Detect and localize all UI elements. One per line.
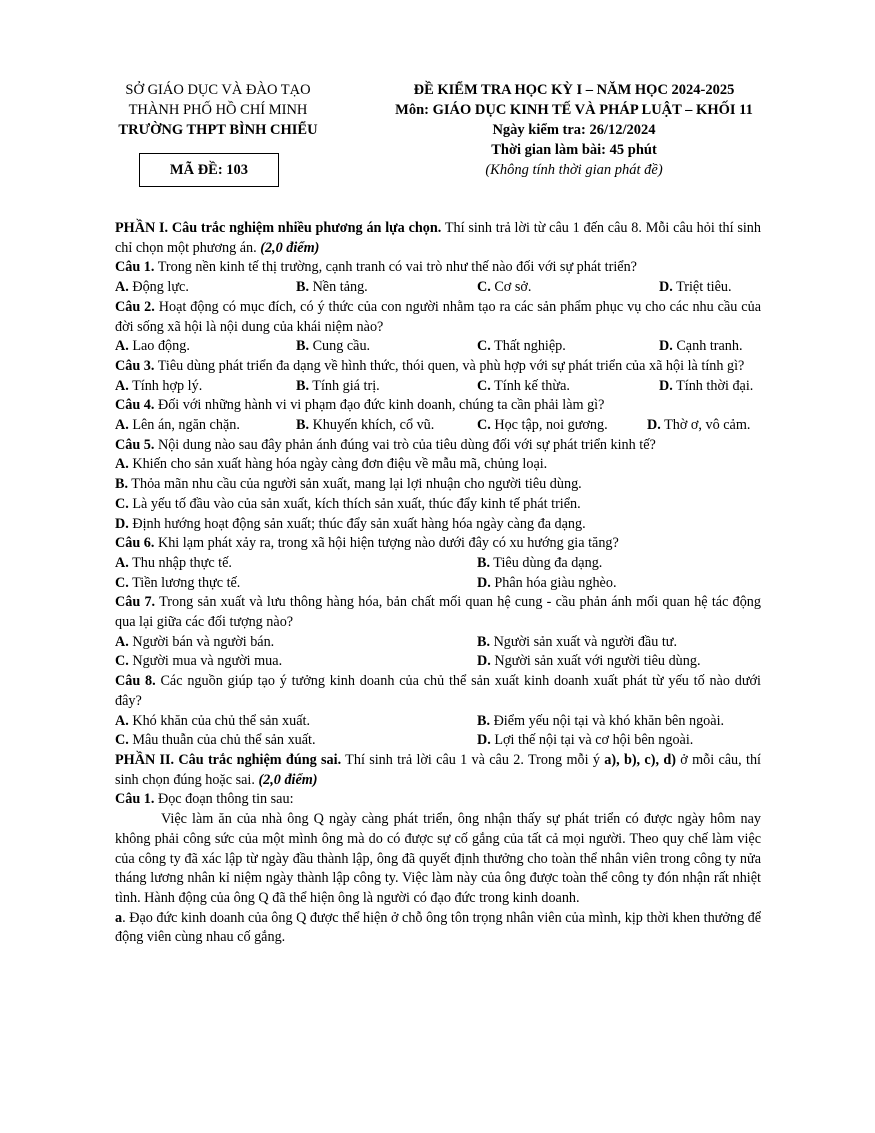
- part2-heading: PHẦN II. Câu trắc nghiệm đúng sai. Thí sinh trả lời câu 1 và câu 2. Trong mỗi ý a), b), c), d) ở mỗi câu, thí sinh chọn đúng hoặc sai. (2,0 điểm): [115, 751, 761, 788]
- question-8: Câu 8. Các nguồn giúp tạo ý tưởng kinh doanh của chủ thể sản xuất kinh doanh xuất phát từ yếu tố nào dưới đây?: [115, 673, 761, 709]
- option-d: D. Người sản xuất với người tiêu dùng.: [477, 653, 701, 670]
- option-a: A. Khiến cho sản xuất hàng hóa ngày càng đơn điệu về mẫu mã, chủng loại.: [115, 456, 548, 473]
- option-d: D. Lợi thế nội tại và cơ hội bên ngoài.: [477, 732, 694, 749]
- exam-title: ĐỀ KIỂM TRA HỌC KỲ I – NĂM HỌC 2024-2025: [413, 82, 735, 98]
- option-b: B. Tính giá trị.: [296, 377, 380, 394]
- header-left: [100, 80, 336, 140]
- option-a: A. Thu nhập thực tế.: [115, 554, 232, 571]
- exam-duration: Thời gian làm bài: 45 phút: [491, 142, 657, 158]
- exam-date: Ngày kiểm tra: 26/12/2024: [492, 122, 656, 138]
- option-a: A. Lên án, ngăn chặn.: [115, 417, 240, 434]
- option-d: D. Phân hóa giàu nghèo.: [477, 574, 617, 591]
- question-3-options: [115, 377, 761, 397]
- option-a: A. Khó khăn của chủ thể sản xuất.: [115, 712, 311, 729]
- question-1: Câu 1. Trong nền kinh tế thị trường, cạnh tranh có vai trò như thế nào đối với sự phát triển?: [115, 259, 637, 276]
- option-c: C. Học tập, noi gương.: [477, 417, 608, 434]
- question-7: Câu 7. Trong sản xuất và lưu thông hàng hóa, bản chất mối quan hệ cung - cầu phản ánh mối quan hệ tác động qua lại giữa các đối tượng nào?: [115, 594, 761, 631]
- option-d: D. Triệt tiêu.: [659, 279, 732, 296]
- question-8-options-ab: [115, 712, 761, 732]
- question-8-options-cd: [115, 731, 761, 751]
- question-2-options: [115, 337, 761, 357]
- option-c: C. Là yếu tố đầu vào của sản xuất, kích thích sản xuất, thúc đẩy kinh tế phát triển.: [115, 495, 581, 512]
- option-c: C. Tiền lương thực tế.: [115, 574, 241, 591]
- exam-body: [115, 219, 761, 948]
- part1-heading: PHẦN I. Câu trắc nghiệm nhiều phương án lựa chọn. Thí sinh trả lời từ câu 1 đến câu 8. Mỗi câu hỏi thí sinh chỉ chọn một phương án. (2,0 điểm): [115, 220, 761, 256]
- option-b: B. Thỏa mãn nhu cầu của người sản xuất, mang lại lợi nhuận cho người tiêu dùng.: [115, 476, 582, 493]
- statement-a: a. Đạo đức kinh doanh của ông Q được thể hiện ở chỗ ông tôn trọng nhân viên của mình, kịp thời khen thưởng để động viên cùng nhau cố gắng.: [115, 909, 761, 946]
- school-name: TRƯỜNG THPT BÌNH CHIỂU: [118, 122, 318, 138]
- exam-subject: Môn: GIÁO DỤC KINH TẾ VÀ PHÁP LUẬT – KHỐI 11: [395, 102, 753, 118]
- question-7-options-cd: [115, 652, 761, 672]
- department-line-1: SỞ GIÁO DỤC VÀ ĐÀO TẠO: [125, 82, 311, 98]
- duration-note: (Không tính thời gian phát đề): [485, 162, 663, 178]
- question-6-options-ab: [115, 554, 761, 574]
- option-a: A. Người bán và người bán.: [115, 633, 275, 650]
- option-b: B. Cung cầu.: [296, 338, 371, 355]
- option-a: A. Động lực.: [115, 279, 189, 296]
- option-b: B. Người sản xuất và người đầu tư.: [477, 633, 678, 650]
- option-c: C. Người mua và người mua.: [115, 653, 283, 670]
- option-d: D. Thờ ơ, vô cảm.: [647, 417, 751, 434]
- option-d: D. Cạnh tranh.: [659, 338, 743, 355]
- option-a: A. Tính hợp lý.: [115, 377, 203, 394]
- option-d: D. Định hướng hoạt động sản xuất; thúc đẩy sản xuất hàng hóa ngày càng đa dạng.: [115, 515, 586, 532]
- option-b: B. Tiêu dùng đa dạng.: [477, 554, 603, 571]
- option-d: D. Tính thời đại.: [659, 377, 754, 394]
- part2-question-1: Câu 1. Đọc đoạn thông tin sau:: [115, 791, 294, 808]
- option-c: C. Cơ sở.: [477, 279, 532, 296]
- question-3: Câu 3. Tiêu dùng phát triển đa dạng về hình thức, thói quen, và phù hợp với sự phát triển của xã hội là tính gì?: [115, 357, 745, 374]
- option-c: C. Tính kế thừa.: [477, 377, 570, 394]
- reading-passage: Việc làm ăn của nhà ông Q ngày càng phát triển, ông nhận thấy sự phát triển có được ngày hôm nay không phải công sức của một mình ông mà do có được sự cố gắng của tất cả mọi người. Theo quy chế làm việc của công ty đã xác lập từ ngày đầu thành lập, ông đã quyết định thưởng cho toàn thể nhân viên trong công ty nửa tháng lương nhân kỉ niệm ngày thành lập công ty. Việc làm này của ông được toàn thể công ty đón nhận rất nhiệt tình. Hành động của ông Q đã thể hiện ông là người có đạo đức trong kinh doanh.: [115, 811, 761, 906]
- option-c: C. Mâu thuẫn của chủ thể sản xuất.: [115, 732, 316, 749]
- question-2: Câu 2. Hoạt động có mục đích, có ý thức của con người nhằm tạo ra các sản phẩm phục vụ cho các nhu cầu của đời sống xã hội là nội dung của khái niệm nào?: [115, 298, 761, 335]
- question-6: Câu 6. Khi lạm phát xảy ra, trong xã hội hiện tượng nào dưới đây có xu hướng gia tăng?: [115, 535, 619, 552]
- header-right: [348, 80, 800, 180]
- option-a: A. Lao động.: [115, 338, 190, 355]
- question-5: Câu 5. Nội dung nào sau đây phản ánh đúng vai trò của tiêu dùng đối với sự phát triển kinh tế?: [115, 436, 656, 453]
- exam-code-box: MÃ ĐỀ: 103: [139, 153, 279, 187]
- option-b: B. Khuyến khích, cổ vũ.: [296, 417, 435, 434]
- question-1-options: [115, 278, 761, 298]
- option-b: B. Nền tảng.: [296, 279, 368, 296]
- question-6-options-cd: [115, 574, 761, 594]
- department-line-2: THÀNH PHỐ HỒ CHÍ MINH: [128, 102, 308, 118]
- question-4: Câu 4. Đối với những hành vi vi phạm đạo đức kinh doanh, chúng ta cần phải làm gì?: [115, 397, 605, 414]
- question-7-options-ab: [115, 633, 761, 653]
- option-c: C. Thất nghiệp.: [477, 338, 566, 355]
- question-4-options: [115, 416, 761, 436]
- option-b: B. Điểm yếu nội tại và khó khăn bên ngoài.: [477, 712, 725, 729]
